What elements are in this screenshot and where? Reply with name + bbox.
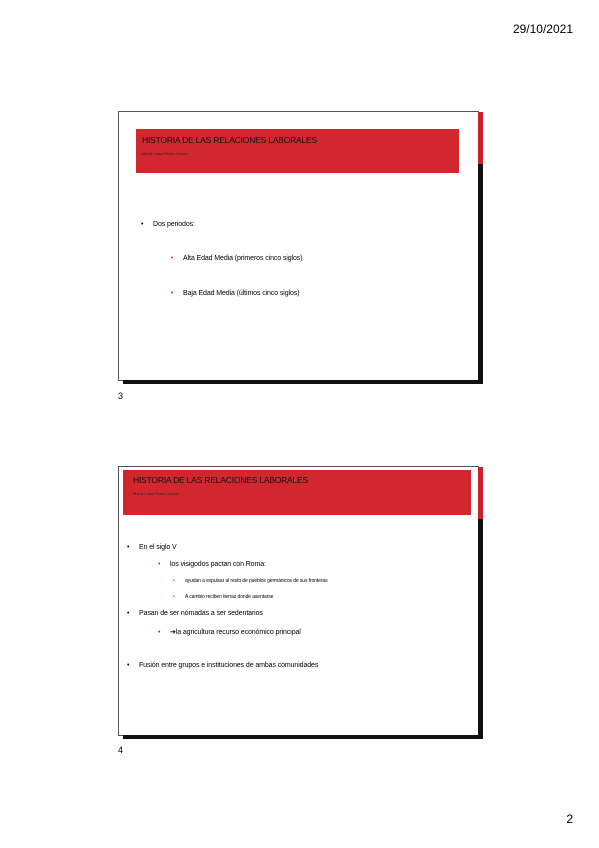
- bullet-item: • A cambio reciben tierras donde asentarse: [173, 594, 274, 600]
- bullet-item: • ➔la agricultura recurso económico principal: [158, 629, 301, 636]
- slide-edge-bottom: [123, 735, 483, 739]
- slide-bullets: [119, 467, 478, 735]
- bullet-item: • Baja Edad Media (últimos cinco siglos): [171, 290, 300, 297]
- slide-author: María Luisa Pérez García: [142, 151, 188, 156]
- bullet-item: • En el siglo V: [127, 544, 177, 551]
- slide-4: [118, 466, 479, 736]
- bullet-item: • Fusión entre grupos e instituciones de ambas comunidades: [127, 662, 319, 669]
- slide-number: 3: [118, 391, 124, 401]
- slide-title: HISTORIA DE LAS RELACIONES LABORALES: [133, 475, 308, 485]
- bullet-item: • ayudan a expulsar al resto de pueblos germánicos de sus fronteras: [173, 578, 328, 584]
- slide-author: María Luisa Pérez García: [133, 491, 179, 496]
- print-date: 29/10/2021: [512, 22, 573, 36]
- slide-edge-bottom: [123, 380, 483, 384]
- slide-3: [118, 111, 479, 381]
- bullet-item: • Alta Edad Media (primeros cinco siglos): [171, 255, 303, 262]
- slide-title: HISTORIA DE LAS RELACIONES LABORALES: [142, 135, 317, 145]
- bullet-item: • los visigodos pactan con Roma:: [158, 561, 266, 568]
- slide-bullets: [119, 112, 478, 380]
- slide-edge: [478, 467, 483, 735]
- slide-number: 4: [118, 745, 124, 755]
- bullet-item: • Pasan de ser nómadas a ser sedentarios: [127, 610, 263, 617]
- slide-edge: [478, 112, 483, 380]
- page-number: 2: [566, 812, 573, 826]
- bullet-item: • Dos periodos:: [141, 221, 195, 228]
